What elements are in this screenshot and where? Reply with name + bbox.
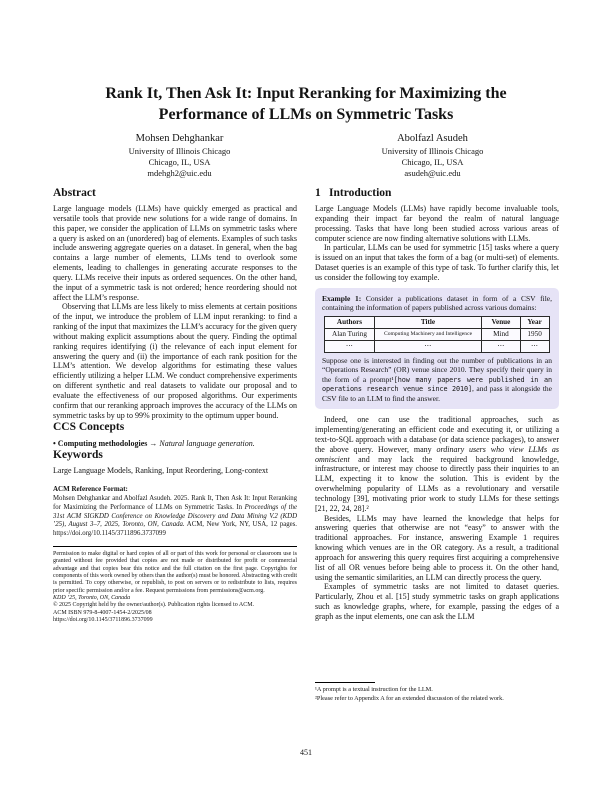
author-block [53, 133, 559, 179]
cell-venue: Mind [482, 328, 520, 340]
author-2 [306, 133, 559, 179]
cell-title: Computing Machinery and Intelligence [374, 328, 482, 340]
example-query-pre: Suppose one is interested in finding out the number of publications in an “Operations Research” (OR) venue since 2010. They specify their query in the form of a prompt¹ [322, 355, 552, 384]
acm-ref-part1: Mohsen Dehghankar and Abolfazl Asudeh. 2025. Rank It, Then Ask It: Input Reranking for Maximizing the Performance of LLMs on Symmetric Tasks. In [53, 494, 297, 511]
author-1-affiliation: University of Illinois Chicago [128, 146, 231, 156]
ccs-detail: Natural language generation. [159, 438, 255, 448]
cell-dots: ⋯ [325, 340, 374, 352]
prompt-mono-text: [how many papers were published in an operations research venue since 2010] [322, 375, 553, 394]
section-title: Introduction [329, 187, 392, 199]
intro-paragraph-1: Large Language Models (LLMs) have rapidly become invaluable tools, expanding their impact far beyond the realm of natural language processing. Tasks that have long been studied across various areas of computer science are now finding alternative solutions with LLMs. [315, 204, 559, 243]
abstract-paragraph-1: Large language models (LLMs) have quickly emerged as practical and versatile tools that provide new solutions for a wide range of domains. In this paper, we consider the application of LLMs on symmetric tasks where a query is asked on an (unordered) bag of elements. Examples of such tasks include answering aggregate queries on a dataset. In general, when the bag contains a large number of elements, LLMs tend to overlook some elements, leading to challenges in generating accurate responses to the query. LLMs receive their inputs as ordered sequences. On the other hand, the input of a symmetric task is not ordered; hence reordering should not affect the LLM’s response. [53, 204, 297, 302]
isbn-line: ACM ISBN 979-8-4007-1454-2/2025/08 [53, 609, 152, 616]
author-1 [53, 133, 306, 179]
intro-paragraph-3 [315, 415, 559, 513]
copyright-line: © 2025 Copyright held by the owner/author(s). Publication rights licensed to ACM. [53, 602, 255, 609]
keywords-heading: Keywords [53, 449, 103, 462]
permission-text: Permission to make digital or hard copies of all or part of this work for personal or classroom use is granted without fee provided that copies are not made or distributed for profit or commercial advantage and that copies bear this notice and the full citation on the first page. Copyrights for components of this work owned by others than the author(s) must be honored. Abstracting with credit is permitted. To copy otherwise, or republish, to post on servers or to redistribute to lists, requires prior specific permission and/or a fee. Request permissions from permissions@acm.org. [53, 551, 297, 594]
example-intro-text: Consider a publications dataset in form of a CSV file, containing the information of papers published across various domains: [322, 293, 552, 313]
doi-link[interactable]: https://doi.org/10.1145/3711896.3737099 [53, 530, 166, 538]
author-1-name: Mohsen Dehghankar [135, 133, 224, 144]
table-row [325, 340, 549, 352]
author-2-location: Chicago, IL, USA [401, 157, 464, 168]
abstract-paragraph-2: Observing that LLMs are less likely to miss elements at certain positions of the input, we introduce the problem of LLM input reranking: to find a ranking of the input that maximizes the LLM’s accuracy for the given query without making explicit assumptions about the query. Finding the optimal ranking requires identifying (i) the relevance of each input element for answering the query and (ii) the importance of each rank position for the LLM’s attention. We develop algorithms for estimating these values efficiently utilizing a helper LLM. We conduct comprehensive experiments on different synthetic and real datasets to validate our proposal and to evaluate the effectiveness of our proposed algorithms. Our experiments confirm that our reranking approach improves the accuracy of the LLMs on symmetric tasks by up to 99% proximity to the optimum upper bound. [53, 302, 297, 420]
intro-paragraph-2: In particular, LLMs can be used for symmetric [15] tasks where a query is issued on an input that takes the form of a bag (or multi-set) of elements. Dataset queries is an example of this type of task. To further clarify this, let us consider the following toy example. [315, 243, 559, 282]
permission-venue: KDD ’25, Toronto, ON, Canada [53, 594, 131, 601]
introduction-heading [315, 186, 559, 200]
ccs-arrow: → [147, 438, 160, 448]
author-1-email[interactable]: mdehgh2@uic.edu [147, 168, 212, 179]
cell-year: 1950 [520, 328, 549, 340]
example-intro [322, 294, 552, 313]
col-authors: Authors [325, 316, 374, 328]
example-1-box [315, 288, 559, 410]
intro-paragraph-4: Besides, LLMs may have learned the knowledge that helps for answering queries that otherwise are not “easy” to answer with the traditional approaches. For instance, answering Example 1 requires knowing which venues are in the OR category. As a result, a traditional approach for answering this query requires first acquiring a comprehensive list of all OR venues before being able to process it. On the other hand, using the semantic similarities, an LLM can directly process the query. [315, 513, 559, 582]
paper-title-line1: Rank It, Then Ask It: Input Reranking for Maximizing the [105, 85, 507, 102]
example-query-post: , and pass it alongside the CSV file to an LLM to find the answer. [322, 384, 552, 403]
cell-author: Alan Turing [325, 328, 374, 340]
paper-title [56, 84, 556, 126]
section-number: 1 [315, 187, 321, 199]
paper-title-line2: Performance of LLMs on Symmetric Tasks [158, 105, 454, 123]
left-column [53, 186, 297, 625]
author-1-location: Chicago, IL, USA [148, 157, 211, 168]
intro-paragraph-5: Examples of symmetric tasks are not limited to dataset queries. Particularly, Zhou et al. [15] study symmetric tasks on graph applications such as knowledge graphs, where, for example, passing the edges of a graph as the input elements, one can ask the LLM [315, 582, 559, 621]
cell-dots: ⋯ [520, 340, 549, 352]
example-label: Example 1: [322, 293, 362, 303]
keywords-text: Large Language Models, Ranking, Input Reordering, Long-context [53, 466, 269, 476]
copyright-doi-link[interactable]: https://doi.org/10.1145/3711896.3737099 [53, 617, 153, 624]
table-header-row [325, 316, 549, 328]
right-column [315, 186, 559, 622]
ccs-heading: CCS Concepts [53, 421, 125, 434]
col-year: Year [520, 316, 549, 328]
intro-p3-post: and may lack the required background knowledge, infrastructure, or interest may choose to directly pass their inquiries to an LLM, expecting it to know the solution. This is evident by the overwhelming popularity of LLMs as a revolutionary and versatile technology [39], motivating prior work to study LLMs for these settings [21, 22, 24, 28].² [315, 454, 559, 513]
table-row [325, 328, 549, 340]
copyright-divider [53, 546, 297, 547]
publications-table [324, 316, 549, 353]
intro-p3-italic: ordinary users who view LLMs as omniscient [315, 444, 559, 464]
footnote-2: ²Please refer to Appendix A for an extended discussion of the related work. [315, 694, 504, 702]
abstract-heading: Abstract [53, 187, 96, 199]
author-2-affiliation: University of Illinois Chicago [381, 146, 484, 156]
acm-ref-text [53, 495, 297, 539]
cell-dots: ⋯ [374, 340, 482, 352]
col-title: Title [374, 316, 482, 328]
example-query-text [322, 356, 552, 403]
intro-p3-pre: Indeed, one can use the traditional approaches, such as implementing/generating an efficient code and executing it, or utilizing a text-to-SQL approach with a database (or data science packages), to answer the above query. However, many [315, 415, 559, 454]
footnote-block [315, 682, 559, 703]
footnote-1: ¹A prompt is a textual instruction for the LLM. [315, 686, 433, 693]
page-number: 451 [300, 748, 312, 757]
acm-ref-heading: ACM Reference Format: [53, 485, 128, 494]
author-2-name: Abolfazl Asudeh [397, 133, 468, 144]
ccs-category: • Computing methodologies [53, 438, 148, 448]
footnote-divider [315, 682, 375, 683]
cell-dots: ⋯ [482, 340, 520, 352]
author-2-email[interactable]: asudeh@uic.edu [404, 168, 461, 179]
col-venue: Venue [482, 316, 520, 328]
acm-ref-proceedings: Proceedings of the 31st ACM SIGKDD Conference on Knowledge Discovery and Data Mining V.2 (KDD ’25), August 3–7, 2025, Toronto, ON, Canada. [53, 503, 297, 529]
ccs-concepts-line [53, 439, 297, 449]
acm-ref-part3: ACM, New York, NY, USA, 12 pages. [184, 521, 297, 529]
